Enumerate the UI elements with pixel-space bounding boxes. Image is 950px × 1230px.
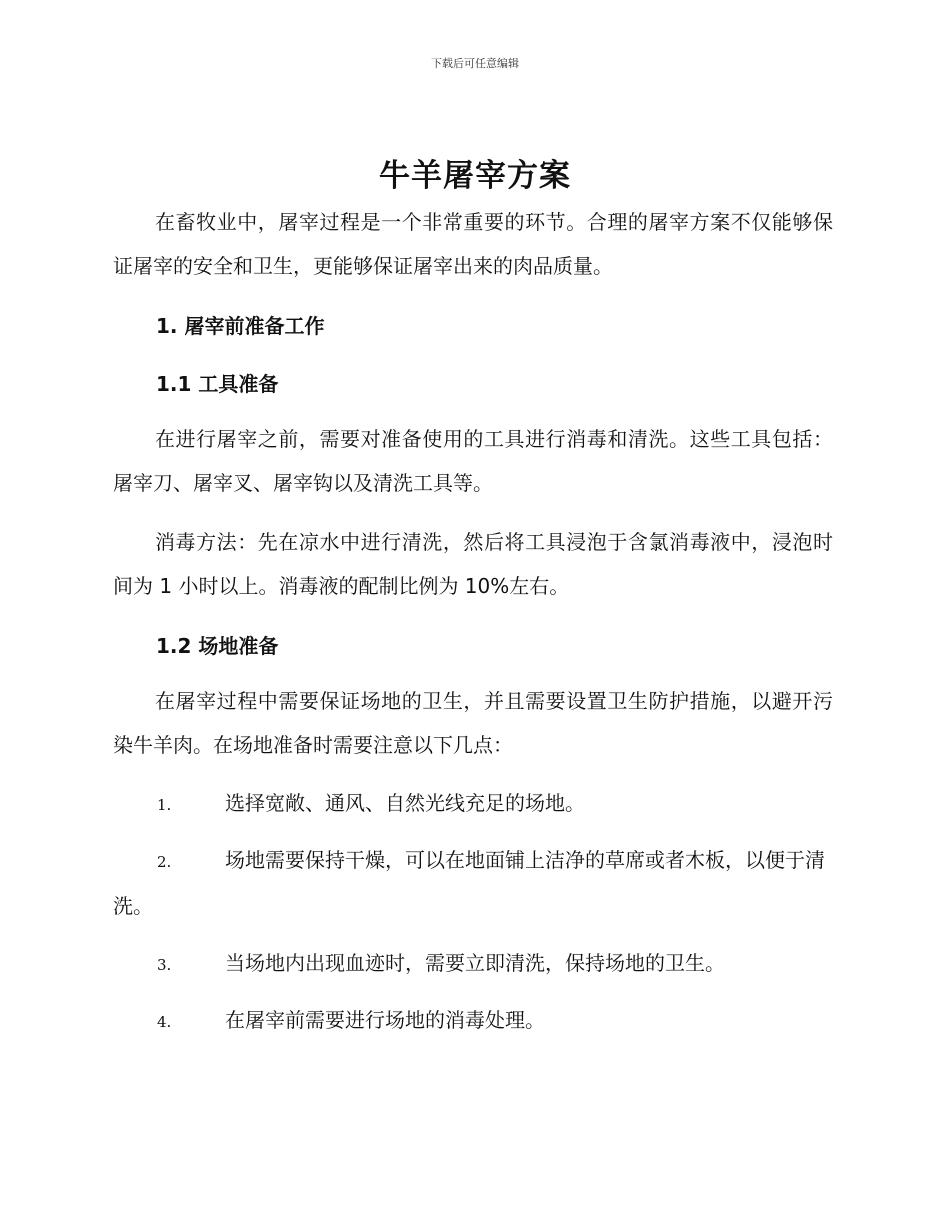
list-text: 当场地内出现血迹时，需要立即清洗，保持场地的卫生。 xyxy=(225,951,725,975)
list-item xyxy=(113,838,833,928)
list-item xyxy=(113,781,833,827)
section-1-1-heading: 1.1 工具准备 xyxy=(156,372,279,396)
section-1-heading: 1. 屠宰前准备工作 xyxy=(156,314,325,338)
intro-paragraph: 在畜牧业中，屠宰过程是一个非常重要的环节。合理的屠宰方案不仅能够保证屠宰的安全和卫生，更能够保证屠宰出来的肉品质量。 xyxy=(113,210,833,278)
page-title: 牛羊屠宰方案 xyxy=(379,158,571,194)
disinfection-paragraph: 消毒方法：先在凉水中进行清洗，然后将工具浸泡于含氯消毒液中，浸泡时间为 1 小时以上。消毒液的配制比例为 10%左右。 xyxy=(113,530,833,598)
list-item xyxy=(113,998,833,1044)
list-number: 1. xyxy=(157,796,172,814)
list-item xyxy=(113,941,833,987)
list-number: 4. xyxy=(157,1013,172,1031)
list-number: 2. xyxy=(157,853,172,871)
site-paragraph: 在屠宰过程中需要保证场地的卫生，并且需要设置卫生防护措施，以避开污染牛羊肉。在场地准备时需要注意以下几点： xyxy=(113,689,833,757)
list-text: 场地需要保持干燥，可以在地面铺上洁净的草席或者木板，以便于清洗。 xyxy=(113,848,825,918)
section-1-2-heading: 1.2 场地准备 xyxy=(156,634,279,658)
tools-paragraph: 在进行屠宰之前，需要对准备使用的工具进行消毒和清洗。这些工具包括：屠宰刀、屠宰叉、屠宰钩以及清洗工具等。 xyxy=(113,427,833,495)
list-text: 选择宽敞、通风、自然光线充足的场地。 xyxy=(225,791,585,815)
list-number: 3. xyxy=(157,956,172,974)
header-note: 下载后可任意编辑 xyxy=(431,57,519,70)
list-text: 在屠宰前需要进行场地的消毒处理。 xyxy=(225,1008,545,1032)
